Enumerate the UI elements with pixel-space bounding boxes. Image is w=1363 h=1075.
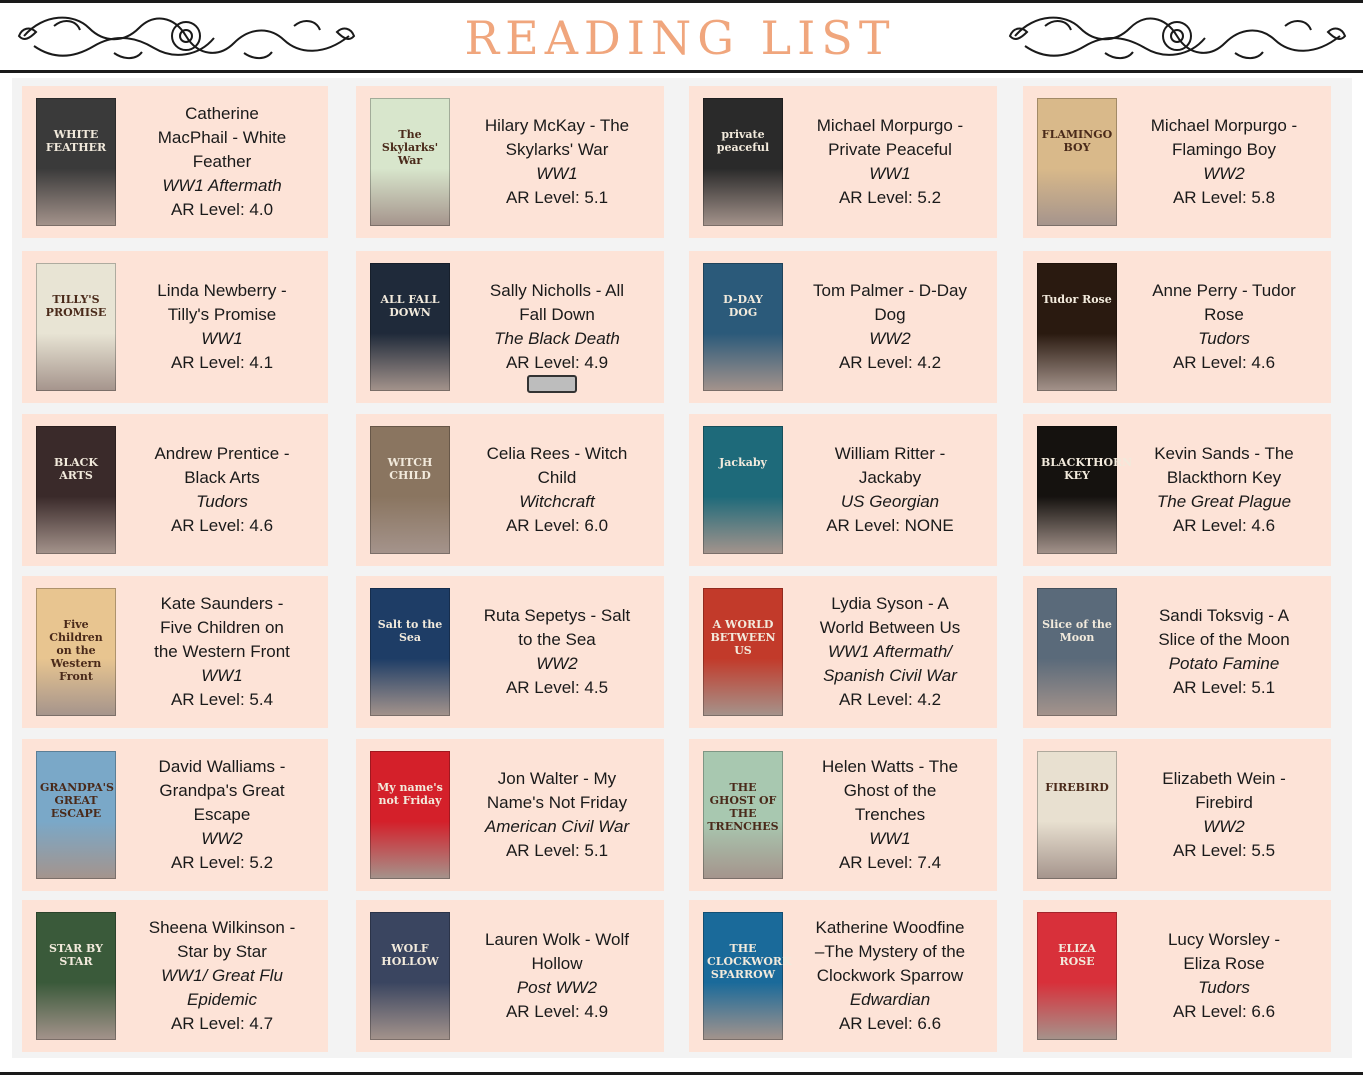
- book-info: [1123, 251, 1325, 403]
- book-card[interactable]: [356, 739, 664, 891]
- book-title-line: Anne Perry - Tudor: [1152, 281, 1296, 300]
- book-genre: WW1 Aftermath/: [827, 642, 953, 661]
- scroll-handle[interactable]: [527, 375, 577, 393]
- book-title-line: Grandpa's Great: [159, 781, 285, 800]
- book-title-line: Sandi Toksvig - A: [1158, 606, 1290, 625]
- book-genre: Epidemic: [187, 990, 257, 1009]
- book-genre: WW1: [536, 164, 578, 183]
- book-card[interactable]: [356, 900, 664, 1052]
- book-card[interactable]: [22, 414, 328, 566]
- book-cover-image[interactable]: [703, 263, 783, 391]
- ar-level: AR Level: 5.4: [170, 690, 274, 709]
- cover-title-text: THE CLOCKWORK SPARROW: [707, 942, 792, 981]
- book-cover-image[interactable]: [703, 912, 792, 1040]
- book-title-line: Elizabeth Wein -: [1162, 769, 1286, 788]
- book-info: [122, 414, 322, 566]
- book-card[interactable]: [1023, 86, 1331, 238]
- book-title-line: Hilary McKay - The: [484, 116, 630, 135]
- book-info: [1123, 86, 1325, 238]
- cover-title-text: ELIZA ROSE: [1058, 942, 1096, 968]
- book-card[interactable]: [22, 86, 328, 238]
- book-card[interactable]: [1023, 251, 1331, 403]
- cover-title-text: WOLF HOLLOW: [381, 942, 439, 968]
- book-cover-image[interactable]: [36, 98, 116, 226]
- book-title-line: Feather: [192, 152, 252, 171]
- book-card[interactable]: [1023, 576, 1331, 728]
- cover-title-text: Slice of the Moon: [1042, 618, 1112, 644]
- book-cover-image[interactable]: [36, 263, 116, 391]
- ar-level: AR Level: 6.6: [1172, 1002, 1276, 1021]
- book-info: [122, 739, 322, 891]
- book-genre: Post WW2: [516, 978, 598, 997]
- book-title-line: Eliza Rose: [1183, 954, 1265, 973]
- book-genre: WW2: [869, 329, 911, 348]
- book-card[interactable]: [22, 251, 328, 403]
- book-card[interactable]: [356, 251, 664, 403]
- book-title-line: MacPhail - White: [157, 128, 287, 147]
- book-title-line: Linda Newberry -: [157, 281, 287, 300]
- book-genre: Tudors: [196, 492, 248, 511]
- book-card[interactable]: [689, 739, 997, 891]
- ar-level: AR Level: 5.5: [1172, 841, 1276, 860]
- book-cover-image[interactable]: [1037, 98, 1117, 226]
- book-cover-image[interactable]: [1037, 426, 1133, 554]
- book-card[interactable]: [356, 86, 664, 238]
- header-rule: [0, 70, 1363, 73]
- book-cover-image[interactable]: [370, 263, 450, 391]
- book-card[interactable]: [22, 576, 328, 728]
- book-info: [1123, 576, 1325, 728]
- book-cover-image[interactable]: [703, 426, 783, 554]
- book-genre: Spanish Civil War: [823, 666, 957, 685]
- book-info: [122, 900, 322, 1052]
- ar-level: AR Level: 4.6: [1172, 353, 1276, 372]
- ar-level: AR Level: 7.4: [838, 853, 942, 872]
- cover-title-text: private peaceful: [716, 128, 770, 154]
- book-genre: Tudors: [1198, 978, 1250, 997]
- book-card[interactable]: [689, 251, 997, 403]
- book-title-line: Private Peaceful: [828, 140, 952, 159]
- ar-level: AR Level: 4.5: [505, 678, 609, 697]
- cover-title-text: D-DAY DOG: [723, 293, 763, 319]
- book-info: [1123, 900, 1325, 1052]
- cover-title-text: The Skylarks' War: [381, 128, 439, 167]
- book-title-line: Clockwork Sparrow: [816, 966, 964, 985]
- book-genre: Witchcraft: [519, 492, 595, 511]
- book-title-line: Hollow: [531, 954, 583, 973]
- book-info: [789, 251, 991, 403]
- book-card[interactable]: [1023, 739, 1331, 891]
- book-cover-image[interactable]: [370, 912, 450, 1040]
- book-genre: WW1/ Great Flu: [161, 966, 283, 985]
- book-genre: WW1: [869, 164, 911, 183]
- book-title-line: Child: [537, 468, 577, 487]
- book-card[interactable]: [356, 414, 664, 566]
- cover-title-text: TILLY'S PROMISE: [45, 293, 107, 319]
- book-cover-image[interactable]: [370, 98, 450, 226]
- book-cover-image[interactable]: [370, 426, 450, 554]
- book-card[interactable]: [689, 86, 997, 238]
- book-cover-image[interactable]: [370, 588, 450, 716]
- cover-title-text: ALL FALL DOWN: [380, 293, 440, 319]
- ar-level: AR Level: 5.2: [838, 188, 942, 207]
- book-genre: Edwardian: [849, 990, 931, 1009]
- ar-level: AR Level: 4.0: [170, 200, 274, 219]
- cover-title-text: THE GHOST OF THE TRENCHES: [707, 781, 779, 833]
- book-cover-image[interactable]: [703, 98, 783, 226]
- cover-title-text: Five Children on the Western Front: [49, 618, 103, 683]
- book-title-line: Jackaby: [858, 468, 922, 487]
- cover-title-text: GRANDPA'S GREAT ESCAPE: [40, 781, 114, 820]
- book-genre: WW2: [1203, 817, 1245, 836]
- ar-level: AR Level: 4.7: [170, 1014, 274, 1033]
- book-title-line: Tilly's Promise: [167, 305, 277, 324]
- book-card[interactable]: [1023, 414, 1331, 566]
- book-info: [122, 251, 322, 403]
- book-title-line: Andrew Prentice -: [154, 444, 290, 463]
- book-title-line: –The Mystery of the: [814, 942, 966, 961]
- book-title-line: Celia Rees - Witch: [486, 444, 628, 463]
- book-title-line: Black Arts: [184, 468, 260, 487]
- book-title-line: Kate Saunders -: [160, 594, 284, 613]
- book-genre: WW2: [201, 829, 243, 848]
- book-genre: WW1 Aftermath: [162, 176, 282, 195]
- book-genre: The Black Death: [494, 329, 620, 348]
- book-cover-image[interactable]: [1037, 588, 1117, 716]
- book-title-line: Slice of the Moon: [1158, 630, 1290, 649]
- book-title-line: Flamingo Boy: [1172, 140, 1276, 159]
- book-title-line: World Between Us: [819, 618, 961, 637]
- book-title-line: Katherine Woodfine: [815, 918, 965, 937]
- ar-level: AR Level: 6.6: [838, 1014, 942, 1033]
- cover-title-text: A WORLD BETWEEN US: [710, 618, 776, 657]
- book-title-line: Lucy Worsley -: [1167, 930, 1281, 949]
- ar-level: AR Level: 5.1: [505, 841, 609, 860]
- book-card[interactable]: [689, 900, 997, 1052]
- book-title-line: Blackthorn Key: [1166, 468, 1282, 487]
- book-info: [1123, 414, 1325, 566]
- book-cover-image[interactable]: [370, 751, 450, 879]
- book-title-line: Escape: [193, 805, 251, 824]
- book-title-line: Michael Morpurgo -: [816, 116, 964, 135]
- book-genre: WW1: [201, 329, 243, 348]
- book-cover-image[interactable]: [36, 912, 116, 1040]
- book-title-line: to the Sea: [518, 630, 596, 649]
- book-title-line: Dog: [874, 305, 906, 324]
- ar-level: AR Level: 5.2: [170, 853, 274, 872]
- book-cover-image[interactable]: [36, 588, 116, 716]
- cover-title-text: WHITE FEATHER: [45, 128, 107, 154]
- book-info: [789, 576, 991, 728]
- book-title-line: the Western Front: [154, 642, 290, 661]
- book-card[interactable]: [689, 576, 997, 728]
- book-card[interactable]: [22, 739, 328, 891]
- book-genre: WW2: [1203, 164, 1245, 183]
- cover-title-text: BLACKTHORN KEY: [1041, 456, 1133, 482]
- book-title-line: Kevin Sands - The: [1154, 444, 1294, 463]
- book-title-line: Firebird: [1195, 793, 1253, 812]
- book-info: [122, 576, 322, 728]
- cover-title-text: BLACK ARTS: [54, 456, 98, 482]
- book-genre: American Civil War: [484, 817, 630, 836]
- book-cover-image[interactable]: [36, 751, 116, 879]
- book-title-line: Skylarks' War: [505, 140, 609, 159]
- book-title-line: William Ritter -: [834, 444, 946, 463]
- book-title-line: Tom Palmer - D-Day: [813, 281, 967, 300]
- ar-level: AR Level: 4.6: [1172, 516, 1276, 535]
- book-info: [789, 86, 991, 238]
- book-title-line: Sheena Wilkinson -: [148, 918, 296, 937]
- ar-level: AR Level: 5.1: [505, 188, 609, 207]
- book-info: [789, 900, 991, 1052]
- book-title-line: Helen Watts - The: [821, 757, 959, 776]
- book-title-line: Five Children on: [160, 618, 284, 637]
- book-title-line: Ghost of the: [843, 781, 937, 800]
- cover-title-text: My name's not Friday: [377, 781, 443, 807]
- cover-title-text: WITCH CHILD: [387, 456, 433, 482]
- book-card[interactable]: [356, 576, 664, 728]
- ar-level: AR Level: 6.0: [505, 516, 609, 535]
- book-info: [122, 86, 322, 238]
- cover-title-text: Tudor Rose: [1042, 293, 1112, 306]
- book-genre: The Great Plague: [1156, 492, 1292, 511]
- book-title-line: Lydia Syson - A: [831, 594, 949, 613]
- book-genre: WW1: [869, 829, 911, 848]
- ar-level: AR Level: 4.1: [170, 353, 274, 372]
- book-title-line: Michael Morpurgo -: [1150, 116, 1298, 135]
- book-title-line: Fall Down: [519, 305, 595, 324]
- book-card[interactable]: [689, 414, 997, 566]
- top-rule: [0, 0, 1363, 3]
- book-info: [456, 900, 658, 1052]
- book-cover-image[interactable]: [703, 588, 783, 716]
- ar-level: AR Level: NONE: [826, 516, 954, 535]
- book-cover-image[interactable]: [703, 751, 783, 879]
- book-info: [789, 739, 991, 891]
- book-title-line: Star by Star: [177, 942, 267, 961]
- book-title-line: Rose: [1204, 305, 1244, 324]
- ar-level: AR Level: 4.2: [838, 353, 942, 372]
- header: [0, 0, 1363, 74]
- book-genre: US Georgian: [840, 492, 940, 511]
- book-cover-image[interactable]: [1037, 912, 1117, 1040]
- book-info: [456, 739, 658, 891]
- right-flourish-ornament: [1005, 8, 1350, 64]
- page-title: READING LIST: [464, 11, 896, 65]
- book-title-line: Ruta Sepetys - Salt: [483, 606, 631, 625]
- book-cover-image[interactable]: [1037, 751, 1117, 879]
- book-info: [456, 576, 658, 728]
- book-title-line: Lauren Wolk - Wolf: [485, 930, 629, 949]
- book-cover-image[interactable]: [36, 426, 116, 554]
- book-info: [1123, 739, 1325, 891]
- ar-level: AR Level: 5.8: [1172, 188, 1276, 207]
- book-title-line: Trenches: [854, 805, 926, 824]
- cover-title-text: FIREBIRD: [1045, 781, 1109, 794]
- ar-level: AR Level: 4.9: [505, 353, 609, 372]
- book-info: [456, 414, 658, 566]
- book-info: [456, 86, 658, 238]
- book-card[interactable]: [22, 900, 328, 1052]
- cover-title-text: STAR BY STAR: [49, 942, 103, 968]
- book-genre: WW1: [201, 666, 243, 685]
- ar-level: AR Level: 4.9: [505, 1002, 609, 1021]
- book-genre: Potato Famine: [1168, 654, 1280, 673]
- book-title-line: Sally Nicholls - All: [489, 281, 625, 300]
- book-title-line: David Walliams -: [158, 757, 286, 776]
- book-info: [789, 414, 991, 566]
- book-title-line: Catherine: [185, 104, 259, 123]
- cover-title-text: Jackaby: [719, 456, 767, 469]
- ar-level: AR Level: 5.1: [1172, 678, 1276, 697]
- ar-level: AR Level: 4.2: [838, 690, 942, 709]
- left-flourish-ornament: [14, 8, 359, 64]
- book-title-line: Jon Walter - My: [497, 769, 617, 788]
- cover-title-text: FLAMINGO BOY: [1041, 128, 1113, 154]
- book-genre: Tudors: [1198, 329, 1250, 348]
- book-genre: WW2: [536, 654, 578, 673]
- ar-level: AR Level: 4.6: [170, 516, 274, 535]
- book-title-line: Name's Not Friday: [486, 793, 628, 812]
- book-cover-image[interactable]: [1037, 263, 1117, 391]
- book-card[interactable]: [1023, 900, 1331, 1052]
- cover-title-text: Salt to the Sea: [377, 618, 443, 644]
